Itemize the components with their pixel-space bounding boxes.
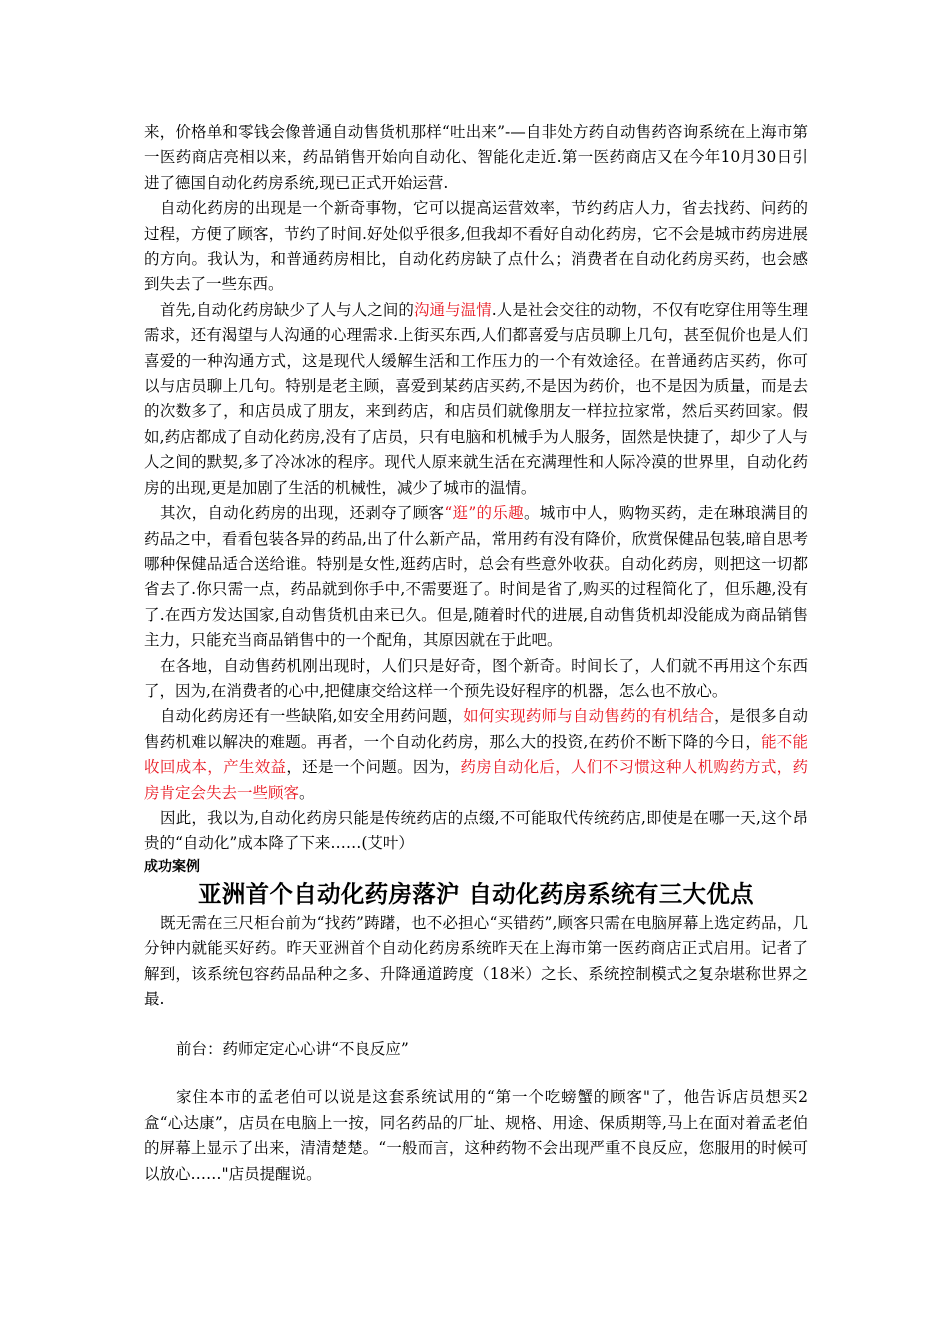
paragraph-conclusion: 因此，我以为,自动化药房只能是传统药店的点缀,不可能取代传统药店,即使是在哪一天,这个昂贵的“自动化”成本降了下来……(艾叶）: [144, 808, 808, 853]
headline: 亚洲首个自动化药房落沪 自动化药房系统有三大优点: [198, 879, 754, 908]
document-page: [144, 120, 808, 1187]
section-label: 成功案例: [144, 858, 200, 875]
paragraph-text: ，还是一个问题。因为，: [286, 758, 461, 777]
paragraph-case-intro: 既无需在三尺柜台前为“找药”踌躇，也不必担心“买错药”,顾客只需在电脑屏幕上选定药品，几分钟内就能买好药。昨天亚洲首个自动化药房系统昨天在上海市第一医药商店正式启用。记者了解到，该系统包容药品品种之多、升降通道跨度（18米）之长、系统控制模式之复杂堪称世界之最.: [144, 913, 808, 1008]
spacer: [144, 1012, 808, 1037]
highlight-text: 沟通与温情: [413, 300, 492, 319]
paragraph-opinion: 自动化药房的出现是一个新奇事物，它可以提高运营效率，节约药店人力，省去找药、问药的过程，方便了顾客，节约了时间.好处似乎很多,但我却不看好自动化药房，它不会是城市药房进展的方向。我认为，和普通药房相比，自动化药房缺了点什么；消费者在自动化药房买药，也会感到失去了一些东西。: [144, 199, 808, 294]
paragraph-text: 首先,自动化药房缺少了人与人之间的: [160, 300, 414, 319]
paragraph-intro: 来，价格单和零钱会像普通自动售货机那样“吐出来”-—自非处方药自动售药咨询系统在上海市第一医药商店亮相以来，药品销售开始向自动化、智能化走近.第一医药商店又在今年10月30日引进了德国自动化药房系统,现已正式开始运营.: [144, 123, 808, 192]
paragraph-second-point: [144, 501, 808, 653]
highlight-text: 如何实现药师与自动售药的有机结合: [463, 707, 715, 726]
paragraph-defects: [144, 704, 808, 806]
highlight-text: “逛”的乐趣: [444, 504, 524, 523]
paragraph-text: 。城市中人，购物买药，走在琳琅满目的药品之中，看看包装各异的药品,出了什么新产品，常用药有没有降价，欣赏保健品包装,暗自思考哪种保健品适合送给谁。特别是女性,逛药店时，总会有些意外收获。自动化药房，则把这一切都省去了.你只需一点，药品就到你手中,不需要逛了。时间是省了,购买的过程简化了，但乐趣,没有了.在西方发达国家,自动售货机由来已久。但是,随着时代的进展,自动售货机却没能成为商品销售主力，只能充当商品销售中的一个配角，其原因就在于此吧。: [144, 504, 808, 650]
paragraph-text: 。: [299, 783, 315, 802]
paragraph-first-point: [144, 298, 808, 501]
paragraph-vending: 在各地，自动售药机刚出现时，人们只是好奇，图个新奇。时间长了，人们就不再用这个东西了，因为,在消费者的心中,把健康交给这样一个预先设好程序的机器，怎么也不放心。: [144, 656, 808, 700]
paragraph-text: .人是社会交往的动物，不仅有吃穿住用等生理需求，还有渴望与人沟通的心理需求.上街买东西,人们都喜爱与店员聊上几句，甚至侃价也是人们喜爱的一种沟通方式，这是现代人缓解生活和工作压力的一个有效途径。在普通药店买药，你可以与店员聊上几句。特别是老主顾，喜爱到某药店买药,不是因为药价，也不是因为质量，而是去的次数多了，和店员成了朋友，来到药店，和店员们就像朋友一样拉拉家常，然后买药回家。假如,药店都成了自动化药房,没有了店员，只有电脑和机械手为人服务，固然是快捷了，却少了人与人之间的默契,多了冷冰冰的程序。现代人原来就生活在充满理性和人际冷漠的世界里，自动化药房的出现,更是加剧了生活的机械性，减少了城市的温情。: [144, 300, 808, 497]
paragraph-text: 自动化药房还有一些缺陷,如安全用药问题，: [160, 707, 464, 726]
highlight-text: 药房自动化后，人们不习惯这种人机购药方式，药房肯定会失去一些顾客: [144, 758, 808, 802]
highlight-text: 能不能收回成本，产生效益: [144, 732, 808, 777]
paragraph-text: 其次，自动化药房的出现，还剥夺了顾客: [160, 504, 445, 523]
subheading: 前台：药师定定心心讲“不良反应”: [176, 1040, 409, 1059]
paragraph-case-story: 家住本市的孟老伯可以说是这套系统试用的“第一个吃螃蟹的顾客"了，他告诉店员想买2盒“心达康”，店员在电脑上一按，同名药品的厂址、规格、用途、保质期等,马上在面对着孟老伯的屏幕上显示了出来，清清楚楚。“一般而言，这种药物不会出现严重不良反应，您服用的时候可以放心……"店员提醒说。: [144, 1088, 808, 1183]
paragraph-text: ，是很多自动售药机难以解决的难题。再者，一个自动化药房，那么大的投资,在药价不断下降的今日，: [144, 707, 808, 751]
spacer: [144, 1062, 808, 1085]
